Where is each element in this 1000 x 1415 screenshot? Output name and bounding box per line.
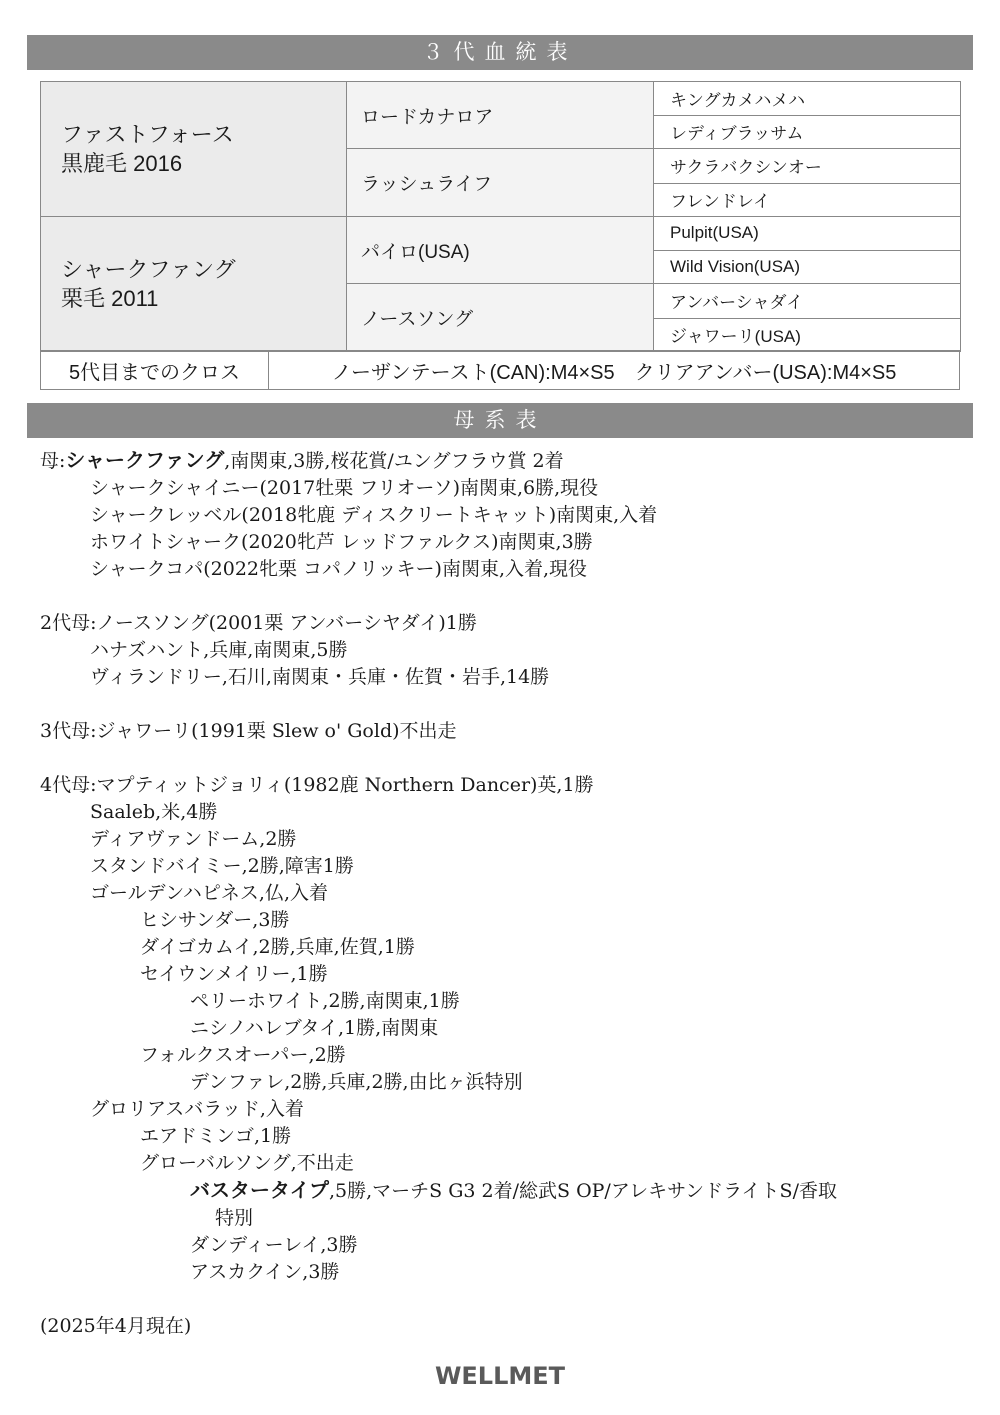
highlight-cont: 特別 [215, 1207, 254, 1229]
offspring-line: ディアヴァンドーム,2勝 [90, 828, 297, 850]
fourth-dam-line: 4代母:マプティットジョリィ(1982鹿 Northern Dancer)英,1勝 [40, 774, 594, 796]
offspring-line: ニシノハレブタイ,1勝,南関東 [190, 1017, 439, 1039]
family-table [40, 447, 970, 1340]
offspring-line: ヴィランドリー,石川,南関東・兵庫・佐賀・岩手,14勝 [90, 666, 550, 688]
sire-dam-dam: フレンドレイ [654, 183, 961, 217]
sire-dam: ラッシュライフ [347, 149, 654, 217]
dam-cell [41, 217, 347, 352]
highlight-rest: ,5勝,マーチS G3 2着/総武S OP/アレキサンドライトS/香取 [329, 1180, 837, 1202]
offspring-line: ペリーホワイト,2勝,南関東,1勝 [190, 990, 460, 1012]
sire-info: 黒鹿毛 2016 [61, 151, 183, 176]
wellmet-logo: WELLMET [434, 1362, 566, 1390]
dam-sire-sire: Pulpit(USA) [654, 217, 961, 251]
dam-info: 栗毛 2011 [61, 286, 159, 311]
sire-sire: ロードカナロア [347, 82, 654, 149]
dam-sire-dam: Wild Vision(USA) [654, 250, 961, 284]
sire-cell [41, 82, 347, 217]
dam-rest: ,南関東,3勝,桜花賞/ユングフラウ賞 2着 [224, 450, 564, 472]
cross-value: ノーザンテースト(CAN):M4×S5 クリアアンバー(USA):M4×S5 [269, 351, 960, 390]
family-header: 母系表 [27, 403, 973, 438]
second-dam-line: 2代母:ノースソング(2001栗 アンバーシヤダイ)1勝 [40, 612, 477, 634]
dam-name: シャークファング [61, 257, 236, 282]
offspring-line: スタンドバイミー,2勝,障害1勝 [90, 855, 354, 877]
cross-table [40, 350, 960, 390]
offspring-line: シャークコパ(2022牝栗 コパノリッキー)南関東,入着,現役 [90, 558, 588, 580]
dam-line [40, 447, 970, 475]
offspring-line: ヒシサンダー,3勝 [140, 909, 290, 931]
offspring-line: ハナズハント,兵庫,南関東,5勝 [90, 639, 348, 661]
offspring-line: セイウンメイリー,1勝 [140, 963, 328, 985]
sire-sire-dam: レディブラッサム [654, 115, 961, 149]
pedigree-table [40, 81, 961, 352]
offspring-line: ゴールデンハピネス,仏,入着 [90, 882, 328, 904]
offspring-line: グロリアスバラッド,入着 [90, 1098, 304, 1120]
cross-label: 5代目までのクロス [41, 351, 269, 390]
dam-sire: パイロ(USA) [347, 217, 654, 284]
offspring-line: ダンディーレイ,3勝 [190, 1234, 358, 1256]
offspring-line: ホワイトシャーク(2020牝芦 レッドファルクス)南関東,3勝 [90, 531, 593, 553]
sire-sire-sire: キングカメハメハ [654, 82, 961, 116]
offspring-line: シャークレッベル(2018牝鹿 ディスクリートキャット)南関東,入着 [90, 504, 658, 526]
as-of-note: (2025年4月現在) [40, 1315, 192, 1337]
dam-dam: ノースソング [347, 284, 654, 352]
offspring-line: Saaleb,米,4勝 [90, 801, 218, 823]
offspring-line: エアドミンゴ,1勝 [140, 1125, 292, 1147]
offspring-line: ダイゴカムイ,2勝,兵庫,佐賀,1勝 [140, 936, 415, 958]
dam-name-bold: シャークファング [65, 448, 225, 472]
offspring-line: アスカクイン,3勝 [190, 1261, 340, 1283]
dam-dam-sire: アンバーシャダイ [654, 284, 961, 319]
highlight-line [40, 1177, 970, 1205]
pedigree-header: ３代血統表 [27, 35, 973, 70]
third-dam-line: 3代母:ジャワーリ(1991栗 Slew o' Gold)不出走 [40, 720, 457, 742]
dam-dam-dam: ジャワーリ(USA) [654, 318, 961, 352]
sire-name: ファストフォース [61, 122, 234, 147]
offspring-line: シャークシャイニー(2017牡栗 フリオーソ)南関東,6勝,現役 [90, 477, 599, 499]
offspring-line: グローバルソング,不出走 [140, 1152, 354, 1174]
offspring-line: デンファレ,2勝,兵庫,2勝,由比ヶ浜特別 [190, 1071, 523, 1093]
sire-dam-sire: サクラバクシンオー [654, 149, 961, 184]
dam-prefix: 母: [40, 450, 66, 472]
offspring-line: フォルクスオーパー,2勝 [140, 1044, 346, 1066]
highlight-name: バスタータイプ [190, 1178, 329, 1202]
